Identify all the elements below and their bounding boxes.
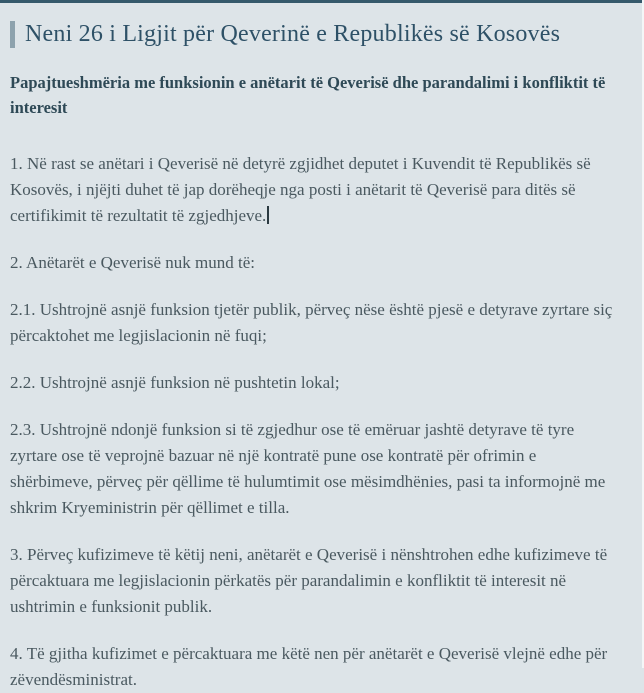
paragraph-2-2-text: 2.2. Ushtrojnë asnjë funksion në pushtetin lokal; [10,373,340,393]
paragraph-1-text: 1. Në rast se anëtari i Qeverisë në detyrë zgjidhet deputet i Kuvendit të Republikës së Kosovës, i njëjti duhet të jap dorëheqje nga posti i anëtarit të Qeverisë para ditës së certifikimit të rezultatit të zgjedhjeve. [10,154,591,226]
paragraph-3-text: 3. Përveç kufizimeve të këtij neni, anëtarët e Qeverisë i nënshtrohen edhe kufizimeve të përcaktuara me legjislacionin përkatës për parandalimin e konfliktit të interesit në ushtrimin e funksionit publik. [10,545,608,617]
article-title: Neni 26 i Ligjit për Qeverinë e Republikës së Kosovës [25,21,561,47]
paragraph-1[interactable] [10,151,618,229]
paragraph-2-1[interactable] [10,297,618,349]
paragraph-2[interactable] [10,250,618,276]
article-subtitle: Papajtueshmëria me funksionin e anëtarit të Qeverisë dhe parandalimi i konfliktit të interesit [10,72,606,117]
paragraph-3[interactable] [10,542,618,620]
paragraph-2-2[interactable] [10,370,618,396]
text-caret [267,206,269,224]
article-body-editor[interactable] [10,151,618,693]
paragraph-4[interactable] [10,641,618,693]
paragraph-2-text: 2. Anëtarët e Qeverisë nuk mund të: [10,253,256,273]
article-title-row [10,20,618,49]
article-content [0,3,644,693]
paragraph-2-3-text: 2.3. Ushtrojnë ndonjë funksion si të zgjedhur ose të emëruar jashtë detyrave të tyre zyrtare ose të veprojnë bazuar në një kontratë pune ose kontratë për ofrimin e shërbimeve, përveç për qëllime të hulumtimit ose mësimdhënies, pasi ta informojnë me shkrim Kryeministrin për qëllimet e tilla. [10,420,606,518]
title-accent-bar [10,21,15,48]
paragraph-2-1-text: 2.1. Ushtrojnë asnjë funksion tjetër publik, përveç nëse është pjesë e detyrave zyrtare siç përcaktohet me legjislacionin në fuqi; [10,300,613,346]
paragraph-4-text: 4. Të gjitha kufizimet e përcaktuara me këtë nen për anëtarët e Qeverisë vlejnë edhe për zëvendësministrat. [10,644,608,690]
paragraph-2-3[interactable] [10,417,618,521]
